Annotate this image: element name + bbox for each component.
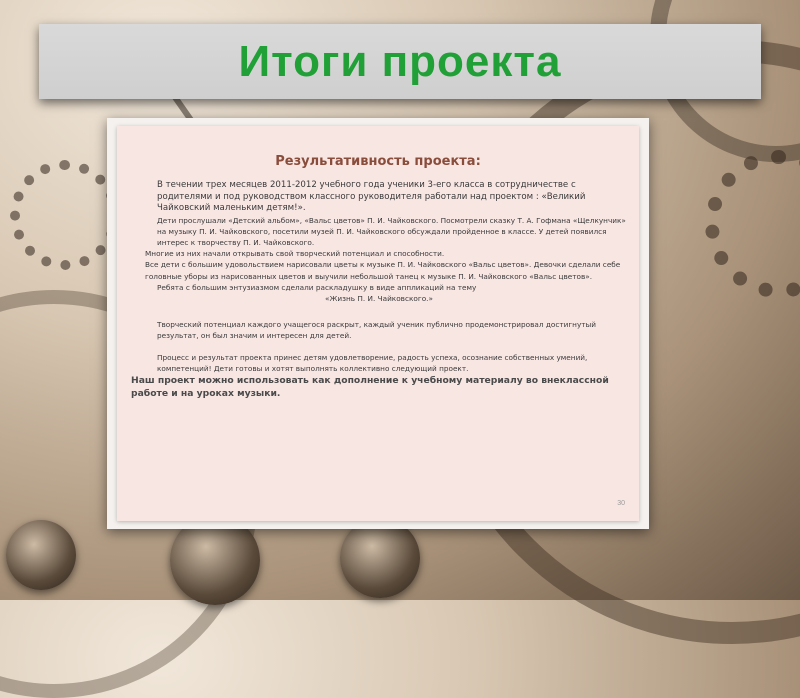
gear-decor-icon [10,160,120,270]
clock-knob-decor [6,520,76,590]
paragraph-intro: В течении трех месяцев 2011-2012 учебного года ученики 3-его класса в сотрудничестве с родителями и под руководством классного руководителя работали над проектом : «Великий Чайковский маленьким детям!». [157,180,586,213]
slide-frame [107,118,649,529]
spacer [131,342,627,352]
paragraph-listening: Дети прослушали «Детский альбом», «Вальс цветов» П. И. Чайковского. Посмотрели сказку Т. А. Гофмана «Щелкунчик» на музыку П. И. Чайковского, посетили музей П. И. Чайковского обсуждали пройденное в классе. У детей появился интерес к творчеству П. И. Чайковского. [157,215,626,247]
slide-content [117,126,639,521]
paragraph-applique-theme: «Жизнь П. И. Чайковского.» [325,293,433,303]
paragraph-satisfaction: Процесс и результат проекта принес детям удовлетворение, радость успеха, осознание собственных умений, компетенций! Дети готовы и хотят выполнять коллективно следующий проект. [157,352,588,373]
paragraph-results: Творческий потенциал каждого учащегося раскрыт, каждый ученик публично продемонстрировал достигнутый результат, он был значим и интересен для детей. [157,320,597,341]
paragraph-potential: Многие из них начали открывать свой творческий потенциал и способности. [145,249,445,259]
spacer [131,304,627,319]
title-banner [39,24,761,99]
slide-page-number: 30 [617,500,625,507]
slide-heading: Результативность проекта: [275,154,481,169]
paragraph-drawing: Все дети с большим удовольствием нарисовали цветы к музыке П. И. Чайковского «Вальс цветов». Девочки сделали себе головные уборы из нарисованных цветов и выучили небольшой танец к музыке П. И. Чайковского «Вальс цветов». [145,260,621,281]
page-title: Итоги проекта [238,36,562,86]
paragraph-applique: Ребята с большим энтузиазмом сделали раскладушку в виде аппликаций на тему [157,282,477,292]
conclusion-text: Наш проект можно использовать как дополнение к учебному материалу во внеклассной работе и на уроках музыки. [131,374,609,399]
clock-knob-decor [340,518,420,598]
slide-body [131,180,627,400]
